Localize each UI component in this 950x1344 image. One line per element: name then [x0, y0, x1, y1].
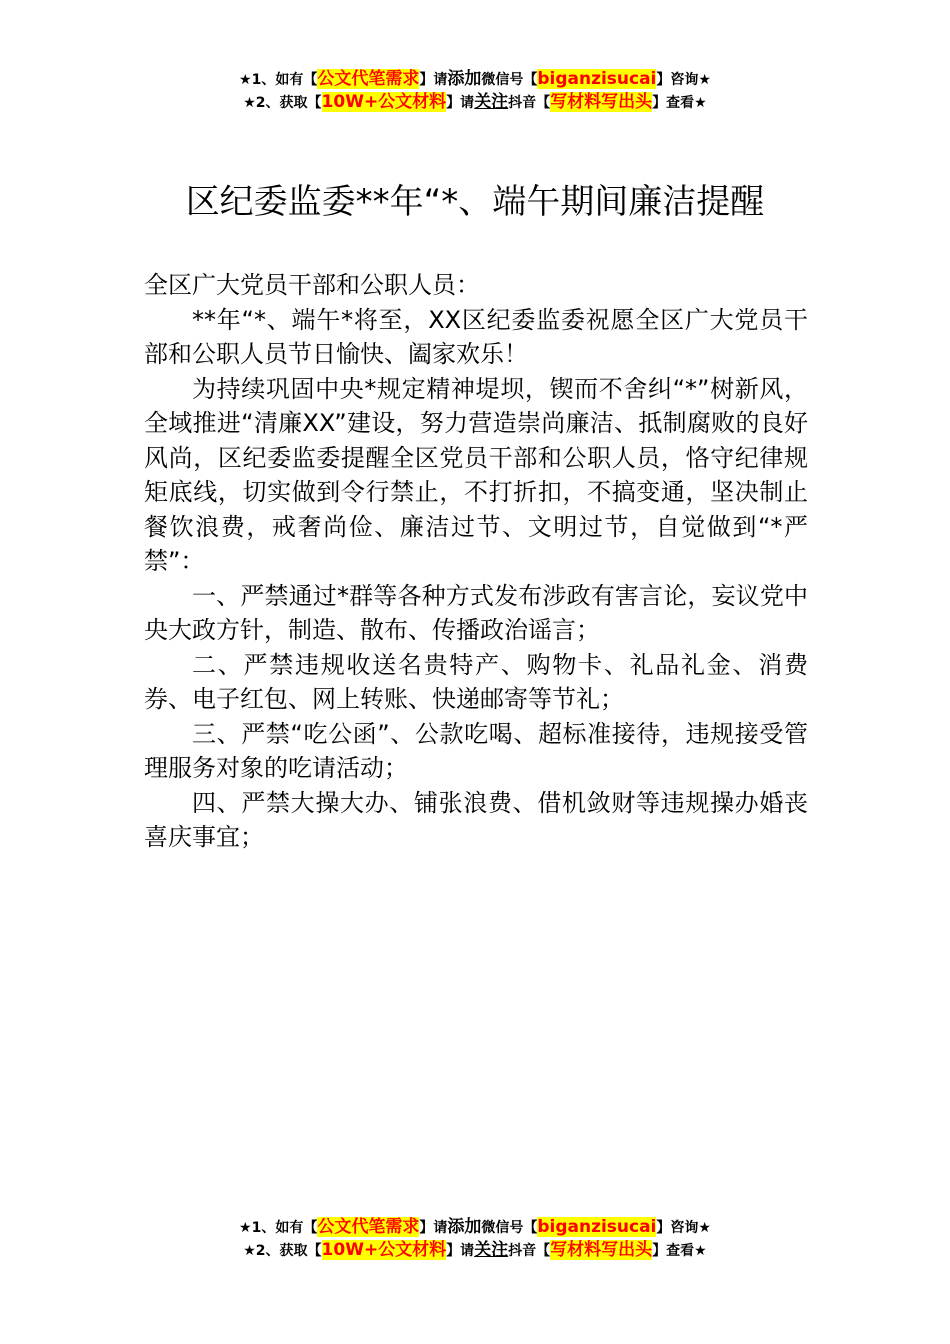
banner-emphasis: 添加	[447, 1217, 482, 1237]
banner-highlight: 公文代笔需求	[317, 69, 420, 89]
document-body	[144, 268, 808, 855]
document-title: 区纪委监委**年“*、端午期间廉洁提醒	[185, 182, 765, 222]
banner-highlight: biganzisucai	[537, 69, 657, 89]
header-banner	[0, 68, 950, 114]
banner-text: 微信号【	[481, 1220, 538, 1236]
banner-text: 】咨询★	[656, 72, 711, 88]
banner-text: 】请	[419, 1220, 448, 1236]
paragraph: **年“*、端午*将至，XX区纪委监委祝愿全区广大党员干部和公职人员节日愉快、阖家欢乐！	[144, 305, 808, 368]
banner-text: ★1、如有【	[239, 72, 318, 88]
paragraph: 三、严禁“吃公函”、公款吃喝、超标准接待，违规接受管理服务对象的吃请活动；	[144, 719, 808, 782]
banner-line-1	[0, 1216, 950, 1239]
banner-emphasis: 关注	[474, 1240, 509, 1260]
banner-text: 】咨询★	[656, 1220, 711, 1236]
paragraph: 二、严禁违规收送名贵特产、购物卡、礼品礼金、消费券、电子红包、网上转账、快递邮寄等节礼；	[144, 650, 808, 713]
paragraph: 一、严禁通过*群等各种方式发布涉政有害言论，妄议党中央大政方针，制造、散布、传播政治谣言；	[144, 581, 808, 644]
banner-text: ★2、获取【	[243, 1243, 322, 1259]
banner-highlight: 公文代笔需求	[317, 1217, 420, 1237]
banner-text: 】查看★	[652, 1243, 707, 1259]
banner-text: 微信号【	[481, 72, 538, 88]
banner-highlight: 10W+公文材料	[321, 92, 447, 112]
banner-line-2	[0, 91, 950, 114]
banner-text: 】请	[446, 1243, 475, 1259]
banner-text: 抖音【	[508, 1243, 551, 1259]
banner-text: ★2、获取【	[243, 95, 322, 111]
banner-line-2	[0, 1239, 950, 1262]
banner-line-1	[0, 68, 950, 91]
banner-text: 】请	[446, 95, 475, 111]
banner-emphasis: 添加	[447, 69, 482, 89]
banner-highlight: 写材料写出头	[550, 1240, 653, 1260]
banner-emphasis: 关注	[474, 92, 509, 112]
banner-highlight: 写材料写出头	[550, 92, 653, 112]
banner-highlight: biganzisucai	[537, 1217, 657, 1237]
paragraph: 四、严禁大操大办、铺张浪费、借机敛财等违规操办婚丧喜庆事宜；	[144, 788, 808, 851]
banner-text: 】查看★	[652, 95, 707, 111]
salutation: 全区广大党员干部和公职人员：	[144, 271, 480, 299]
banner-text: ★1、如有【	[239, 1220, 318, 1236]
banner-text: 】请	[419, 72, 448, 88]
banner-text: 抖音【	[508, 95, 551, 111]
footer-banner	[0, 1216, 950, 1262]
paragraph: 为持续巩固中央*规定精神堤坝，锲而不舍纠“*”树新风，全域推进“清廉XX”建设，努力营造崇尚廉洁、抵制腐败的良好风尚，区纪委监委提醒全区党员干部和公职人员，恪守纪律规矩底线，切实做到令行禁止，不打折扣，不搞变通，坚决制止餐饮浪费，戒奢尚俭、廉洁过节、文明过节，自觉做到“*严禁”：	[144, 374, 808, 575]
banner-highlight: 10W+公文材料	[321, 1240, 447, 1260]
